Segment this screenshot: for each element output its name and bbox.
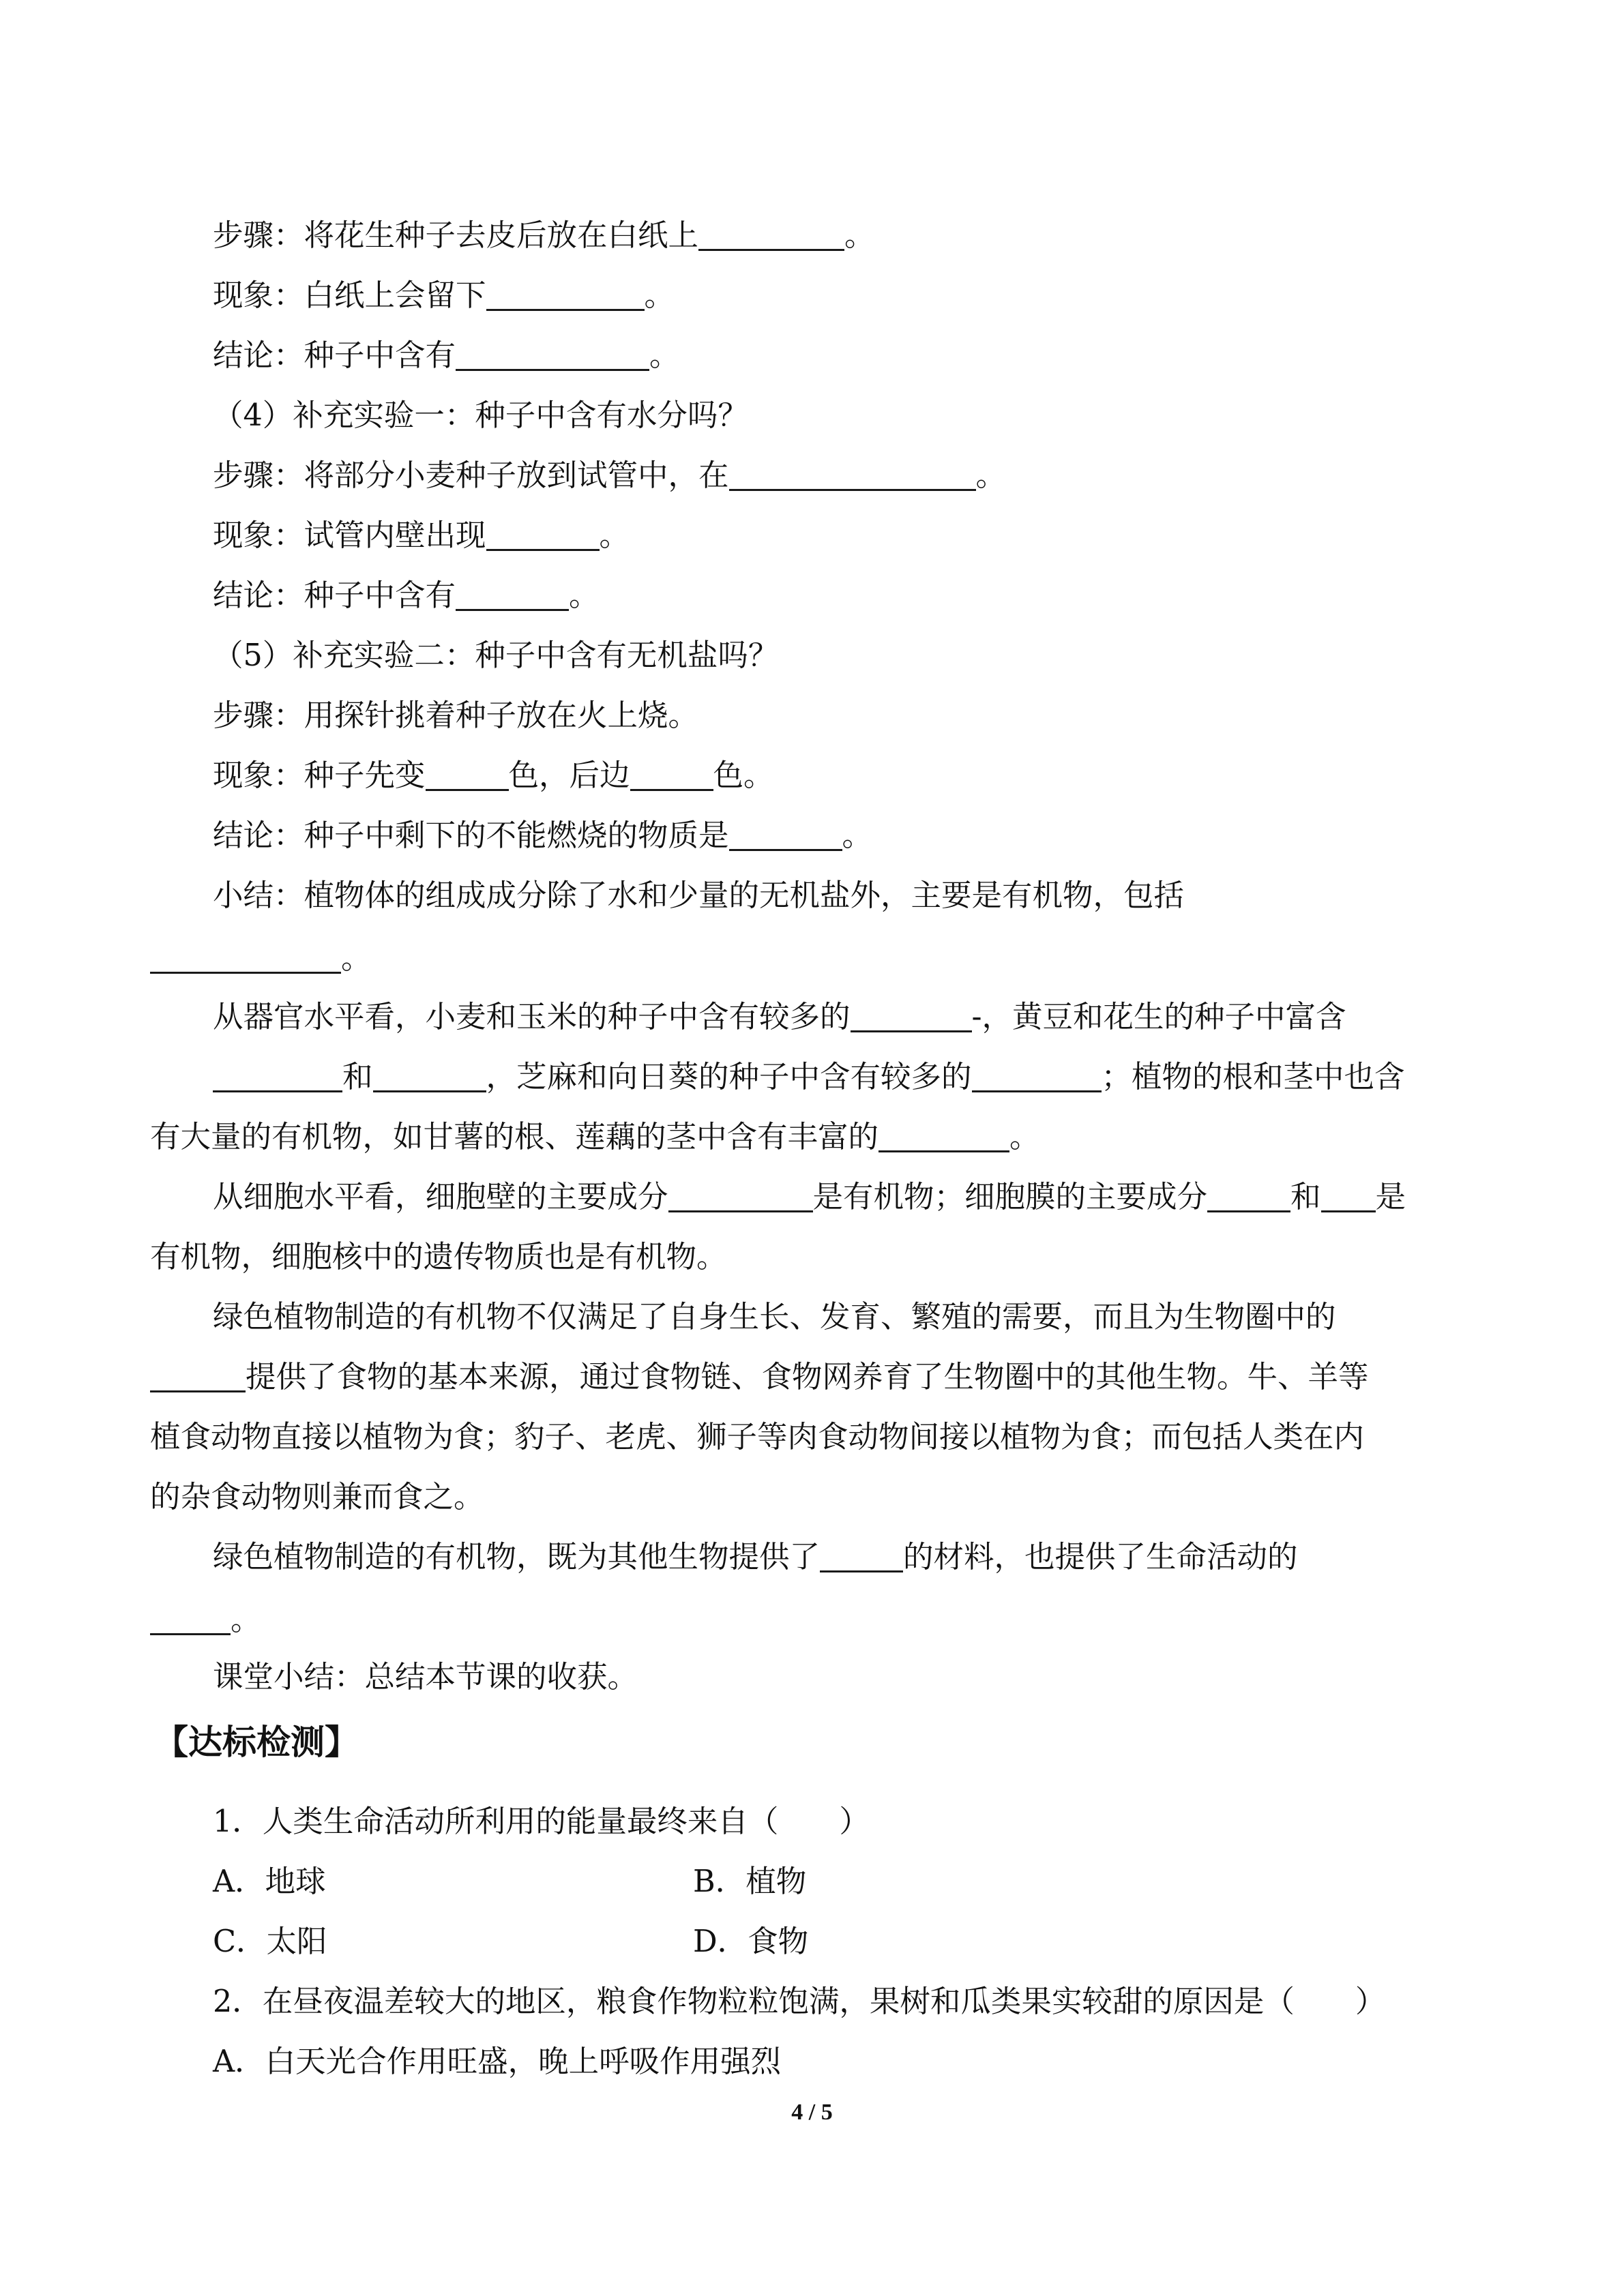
text-line: 和 ，芝麻和向日葵的种子中含有较多的 ；植物的根和茎中也含 <box>213 1057 1405 1098</box>
text-line: 从器官水平看，小麦和玉米的种子中含有较多的 -，黄豆和花生的种子中富含 <box>213 1000 1346 1034</box>
answer-blank[interactable] <box>729 459 976 491</box>
question-1-option-b[interactable]: B．植物 <box>693 1864 807 1899</box>
text-line: 。 <box>150 1600 261 1641</box>
answer-blank[interactable] <box>1207 1180 1290 1212</box>
text-line: 步骤：将花生种子去皮后放在白纸上 。 <box>213 218 875 253</box>
text-line: 提供了食物的基本来源，通过食物链、食物网养育了生物圈中的其他生物。牛、羊等 <box>150 1357 1369 1398</box>
answer-blank[interactable] <box>373 1060 486 1092</box>
question-1-stem: 1．人类生命活动所利用的能量最终来自（ ） <box>213 1804 870 1839</box>
text-line: 结论：种子中剩下的不能燃烧的物质是 。 <box>213 818 873 853</box>
question-2-option-a[interactable]: A．白天光合作用旺盛，晚上呼吸作用强烈 <box>213 2044 782 2079</box>
answer-blank[interactable] <box>486 279 645 311</box>
text-line: 课堂小结：总结本节课的收获。 <box>213 1660 638 1695</box>
text-line: 结论：种子中含有 。 <box>213 338 680 373</box>
answer-blank[interactable] <box>213 1060 342 1092</box>
answer-blank[interactable] <box>851 1000 972 1032</box>
question-2-stem: 2．在昼夜温差较大的地区，粮食作物粒粒饱满，果树和瓜类果实较甜的原因是（ ） <box>213 1984 1386 2019</box>
text-line: 绿色植物制造的有机物不仅满足了自身生长、发育、繁殖的需要，而且为生物圈中的 <box>213 1300 1336 1335</box>
answer-blank[interactable] <box>630 759 713 791</box>
answer-blank[interactable] <box>668 1180 813 1212</box>
answer-blank[interactable] <box>1321 1180 1376 1212</box>
answer-blank[interactable] <box>456 339 649 371</box>
answer-blank[interactable] <box>820 1540 903 1572</box>
text-line: 现象：白纸上会留下 。 <box>213 278 675 313</box>
text-line: （5）补充实验二：种子中含有无机盐吗？ <box>213 638 779 673</box>
text-line: 绿色植物制造的有机物，既为其他生物提供了 的材料，也提供了生命活动的 <box>213 1540 1298 1575</box>
answer-blank[interactable] <box>729 819 842 851</box>
answer-blank[interactable] <box>486 519 600 551</box>
answer-blank[interactable] <box>456 579 569 611</box>
text-line: 有机物，细胞核中的遗传物质也是有机物。 <box>150 1240 727 1274</box>
text-line: 的杂食动物则兼而食之。 <box>150 1480 484 1515</box>
text-line: 小结：植物体的组成成分除了水和少量的无机盐外，主要是有机物，包括 <box>213 878 1185 913</box>
question-1-option-a[interactable]: A．地球 <box>213 1864 326 1899</box>
text-line: 现象：种子先变 色，后边 色。 <box>213 758 774 793</box>
answer-blank[interactable] <box>972 1060 1102 1092</box>
answer-blank[interactable] <box>150 1603 231 1635</box>
text-line: 植食动物直接以植物为食；豹子、老虎、狮子等肉食动物间接以植物为食；而包括人类在内 <box>150 1420 1365 1455</box>
section-heading: 【达标检测】 <box>154 1723 359 1762</box>
page-number: 4 / 5 <box>791 2100 833 2125</box>
text-line: 有大量的有机物，如甘薯的根、莲藕的茎中含有丰富的 。 <box>150 1120 1040 1154</box>
text-line: （4）补充实验一：种子中含有水分吗？ <box>213 398 748 433</box>
text-line: 结论：种子中含有 。 <box>213 578 600 613</box>
text-line: 从细胞水平看，细胞壁的主要成分 是有机物；细胞膜的主要成分 和 是 <box>213 1180 1406 1214</box>
question-1-option-c[interactable]: C．太阳 <box>213 1924 327 1959</box>
text-line: 步骤：将部分小麦种子放到试管中，在 。 <box>213 458 1007 493</box>
answer-blank[interactable] <box>426 759 509 791</box>
answer-blank[interactable] <box>150 1360 246 1392</box>
question-1-option-d[interactable]: D．食物 <box>693 1924 809 1959</box>
answer-blank[interactable] <box>150 942 341 974</box>
text-line: 。 <box>150 938 372 979</box>
answer-blank[interactable] <box>698 219 844 251</box>
answer-blank[interactable] <box>879 1120 1009 1152</box>
text-line: 步骤：用探针挑着种子放在火上烧。 <box>213 698 699 733</box>
text-line: 现象：试管内壁出现 。 <box>213 518 630 553</box>
